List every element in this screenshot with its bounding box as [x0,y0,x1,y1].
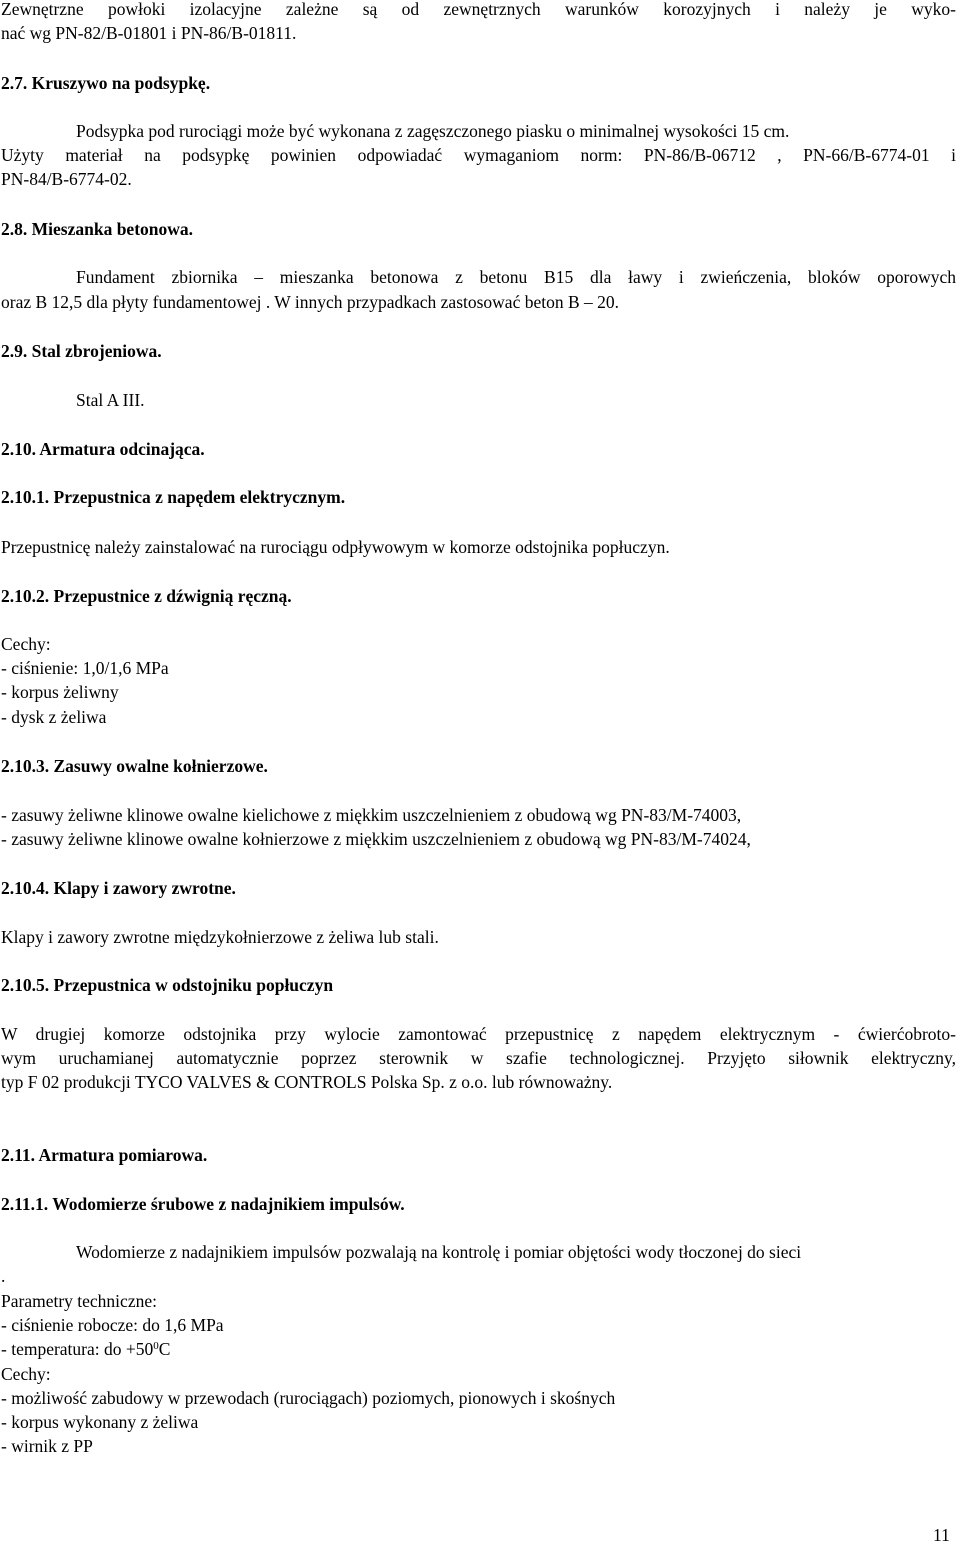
section-heading: 2.7. Kruszywo na podsypkę. [1,73,211,93]
paragraph-line: Wodomierze z nadajnikiem impulsów pozwalają na kontrolę i pomiar objętości wody tłoczonej do sieci [76,1242,802,1262]
section-heading: 2.10.3. Zasuwy owalne kołnierzowe. [1,756,268,776]
list-item: - wirnik z PP [1,1436,93,1456]
paragraph-line: PN-84/B-6774-02. [1,169,132,189]
param-item [1,1337,170,1362]
cechy-label: Cechy: [1,634,51,654]
paragraph-line: Klapy i zawory zwrotne międzykołnierzowe z żeliwa lub stali. [1,927,439,947]
list-item: - ciśnienie: 1,0/1,6 MPa [1,658,169,678]
superscript-zero: 0 [153,1340,159,1352]
paragraph-line: Przepustnicę należy zainstalować na rurociągu odpływowym w komorze odstojnika popłuczyn. [1,537,670,557]
section-heading: 2.10.1. Przepustnica z napędem elektrycznym. [1,487,346,507]
param-text: - temperatura: do +50 [1,1339,154,1359]
section-heading: 2.10.2. Przepustnice z dźwignią ręczną. [1,586,292,606]
list-item: - możliwość zabudowy w przewodach (rurociągach) poziomych, pionowych i skośnych [1,1388,616,1408]
paragraph-line: Zewnętrzne powłoki izolacyjne zależne są od zewnętrznych warunków korozyjnych i należy je wyko- [1,0,956,19]
paragraph-line: wym uruchamianej automatycznie poprzez sterownik w szafie technologicznej. Przyjęto siłownik elektryczny, [1,1048,956,1068]
page-number: 11 [933,1525,950,1545]
section-heading: 2.8. Mieszanka betonowa. [1,219,194,239]
paragraph-line: W drugiej komorze odstojnika przy wylocie zamontować przepustnicę z napędem elektrycznym - ćwierćobroto- [1,1024,956,1044]
param-item: - ciśnienie robocze: do 1,6 MPa [1,1315,224,1335]
section-heading: 2.10. Armatura odcinająca. [1,439,205,459]
section-heading: 2.9. Stal zbrojeniowa. [1,341,162,361]
paragraph-line: typ F 02 produkcji TYCO VALVES & CONTROLS Polska Sp. z o.o. lub równoważny. [1,1072,613,1092]
section-heading: 2.10.4. Klapy i zawory zwrotne. [1,878,236,898]
list-item: - korpus wykonany z żeliwa [1,1412,199,1432]
paragraph-line: Podsypka pod rurociągi może być wykonana z zagęszczonego piasku o minimalnej wysokości 15 cm. [76,121,790,141]
section-heading: 2.11.1. Wodomierze śrubowe z nadajnikiem impulsów. [1,1194,405,1214]
cechy-label: Cechy: [1,1364,51,1384]
list-item: - zasuwy żeliwne klinowe owalne kołnierzowe z miękkim uszczelnieniem z obudową wg PN-83/M-74024, [1,829,751,849]
paragraph-line: Użyty materiał na podsypkę powinien odpowiadać wymaganiom norm: PN-86/B-06712 , PN-66/B-6774-01 i [1,145,956,165]
param-unit: C [158,1339,171,1359]
list-item: - zasuwy żeliwne klinowe owalne kielichowe z miękkim uszczelnieniem z obudową wg PN-83/M-74003, [1,805,742,825]
paragraph-line: nać wg PN-82/B-01801 i PN-86/B-01811. [1,23,297,43]
section-heading: 2.11. Armatura pomiarowa. [1,1145,208,1165]
list-item: - dysk z żeliwa [1,707,107,727]
paragraph-line: oraz B 12,5 dla płyty fundamentowej . W innych przypadkach zastosować beton B – 20. [1,292,620,312]
paragraph-line: Fundament zbiornika – mieszanka betonowa z betonu B15 dla ławy i zwieńczenia, bloków oporowych [76,267,956,287]
paragraph-line: Stal A III. [76,390,145,410]
list-item: - korpus żeliwny [1,682,119,702]
params-label: Parametry techniczne: [1,1291,157,1311]
paragraph-line: . [1,1266,6,1286]
section-heading: 2.10.5. Przepustnica w odstojniku popłuczyn [1,975,334,995]
